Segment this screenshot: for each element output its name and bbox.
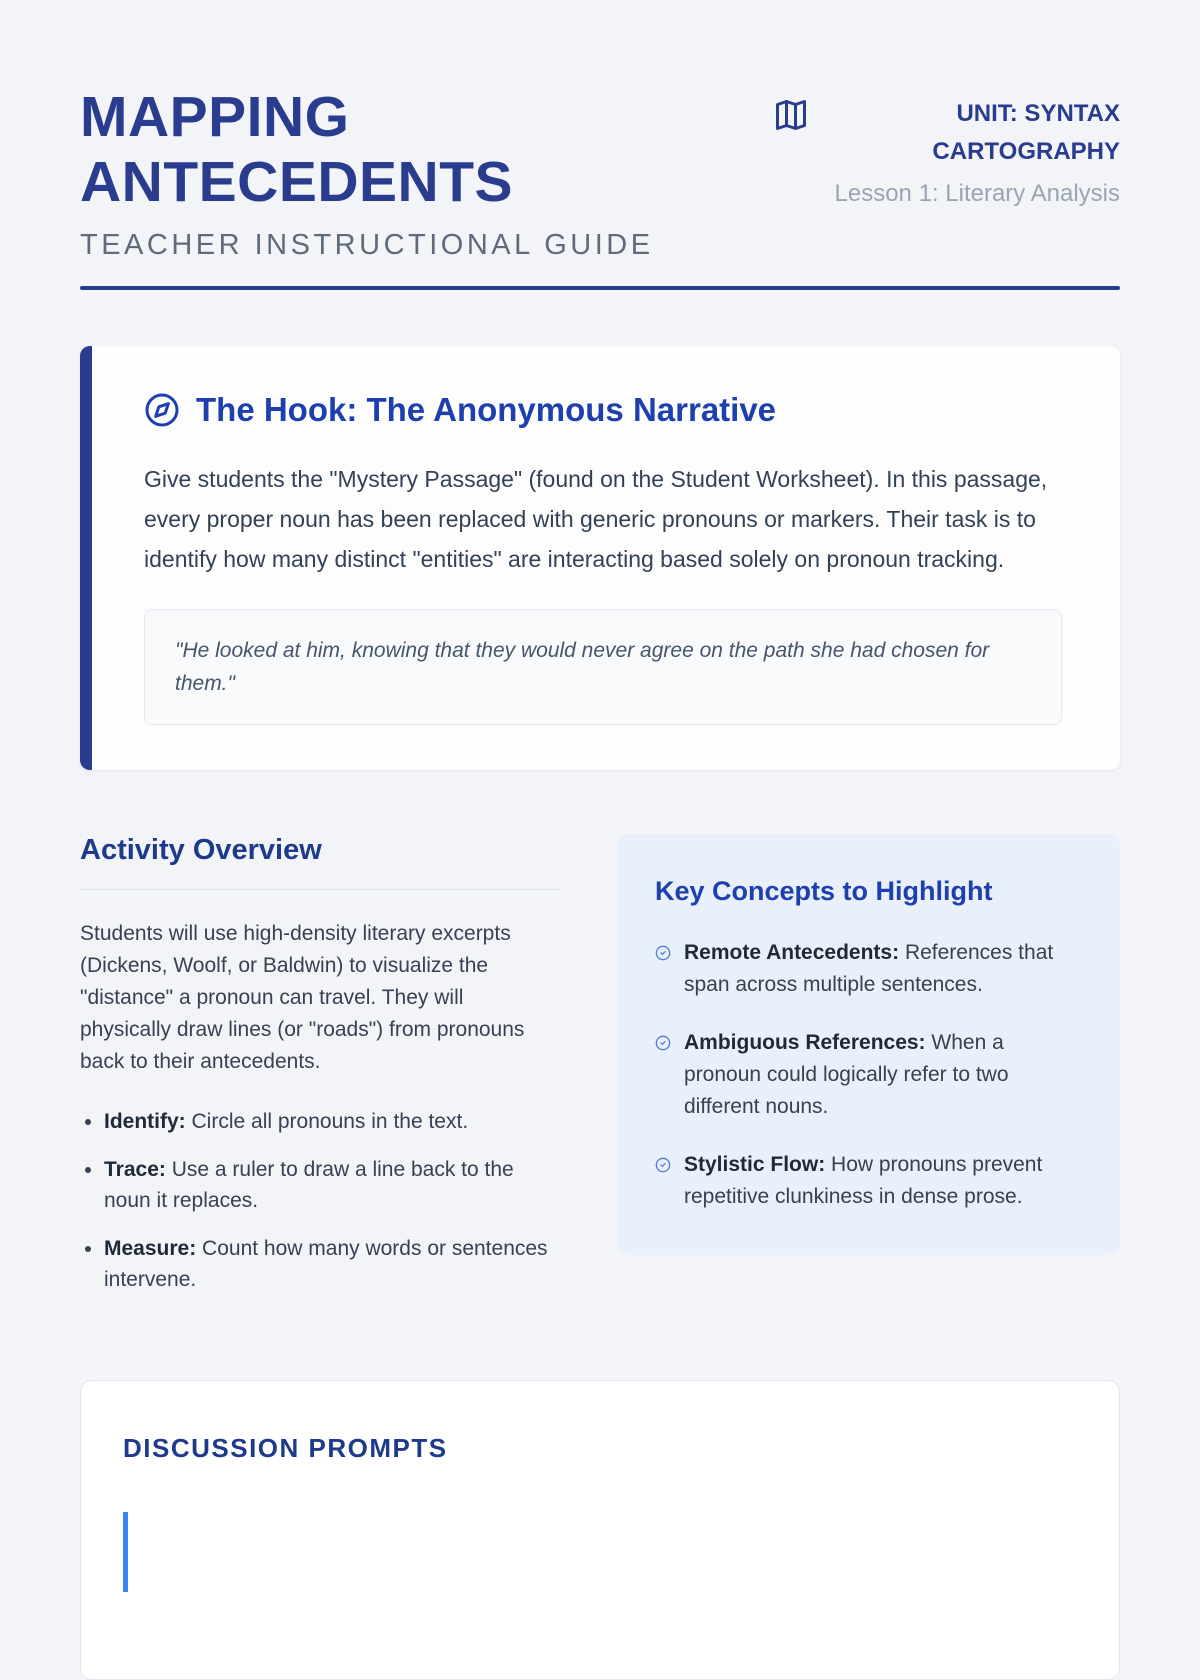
step-text: Count how many words or sentences intervene. bbox=[104, 1236, 548, 1291]
title-line-1: MAPPING bbox=[80, 85, 350, 149]
step-lead: Measure: bbox=[104, 1236, 197, 1260]
discussion-prompts-card bbox=[80, 1380, 1120, 1680]
discussion-prompts-title: DISCUSSION PROMPTS bbox=[123, 1432, 448, 1463]
hook-body: Give students the "Mystery Passage" (found on the Student Worksheet). In this passage, every proper noun has been replaced with generic pronouns or markers. Their task is to identify how many distinct "entities" are interacting based solely on pronoun tracking. bbox=[144, 465, 1048, 572]
step-lead: Identify: bbox=[104, 1109, 186, 1133]
hook-title-row bbox=[144, 391, 1062, 429]
map-icon bbox=[773, 97, 809, 138]
page-title bbox=[80, 85, 654, 215]
lesson-label: Lesson 1: Literary Analysis bbox=[834, 180, 1120, 207]
header-divider bbox=[80, 286, 1120, 290]
discussion-prompt-item bbox=[123, 1512, 1077, 1592]
unit-label-line-2: CARTOGRAPHY bbox=[932, 138, 1120, 165]
step-text: Use a ruler to draw a line back to the noun it replaces. bbox=[104, 1157, 514, 1212]
activity-steps-list bbox=[80, 1106, 560, 1295]
key-concepts-panel bbox=[617, 834, 1120, 1255]
key-concepts-title: Key Concepts to Highlight bbox=[655, 875, 993, 906]
concept-text bbox=[684, 1149, 1082, 1213]
concept-body: References that span across multiple sentences. bbox=[684, 940, 1054, 996]
concept-body: How pronouns prevent repetitive clunkiness in dense prose. bbox=[684, 1152, 1043, 1208]
page-subtitle: TEACHER INSTRUCTIONAL GUIDE bbox=[80, 228, 654, 261]
header bbox=[80, 85, 1120, 262]
unit-label-line-1: UNIT: SYNTAX bbox=[956, 100, 1120, 127]
check-circle-icon bbox=[655, 945, 671, 1001]
header-right bbox=[773, 95, 1120, 213]
concept-item bbox=[655, 1027, 1082, 1123]
two-column-section bbox=[80, 834, 1120, 1312]
concept-lead: Remote Antecedents: bbox=[684, 940, 900, 964]
concept-item bbox=[655, 937, 1082, 1001]
check-circle-icon bbox=[655, 1035, 671, 1123]
activity-overview-column bbox=[80, 834, 560, 1312]
activity-body: Students will use high-density literary excerpts (Dickens, Woolf, or Baldwin) to visualize the "distance" a pronoun can travel. They will physically draw lines (or "roads") from pronouns back to their antecedents. bbox=[80, 921, 525, 1073]
activity-overview-title: Activity Overview bbox=[80, 833, 322, 866]
list-item bbox=[104, 1154, 560, 1216]
concept-lead: Stylistic Flow: bbox=[684, 1152, 826, 1176]
list-item bbox=[104, 1233, 560, 1295]
list-item bbox=[104, 1106, 560, 1137]
step-lead: Trace: bbox=[104, 1157, 166, 1181]
check-circle-icon bbox=[655, 1157, 671, 1213]
step-text: Circle all pronouns in the text. bbox=[191, 1109, 469, 1133]
hook-card bbox=[80, 346, 1120, 770]
hook-title: The Hook: The Anonymous Narrative bbox=[196, 390, 777, 428]
concept-text bbox=[684, 1027, 1082, 1123]
concept-body: When a pronoun could logically refer to two different nouns. bbox=[684, 1030, 1009, 1118]
unit-block bbox=[835, 95, 1120, 213]
activity-divider bbox=[80, 889, 560, 890]
concept-lead: Ambiguous References: bbox=[684, 1030, 926, 1054]
header-left bbox=[80, 85, 654, 262]
concept-text bbox=[684, 937, 1082, 1001]
mystery-passage-quote: "He looked at him, knowing that they would never agree on the path she had chosen for them." bbox=[144, 609, 1062, 725]
concept-item bbox=[655, 1149, 1082, 1213]
title-line-2: ANTECEDENTS bbox=[80, 149, 514, 214]
compass-icon bbox=[144, 392, 180, 428]
